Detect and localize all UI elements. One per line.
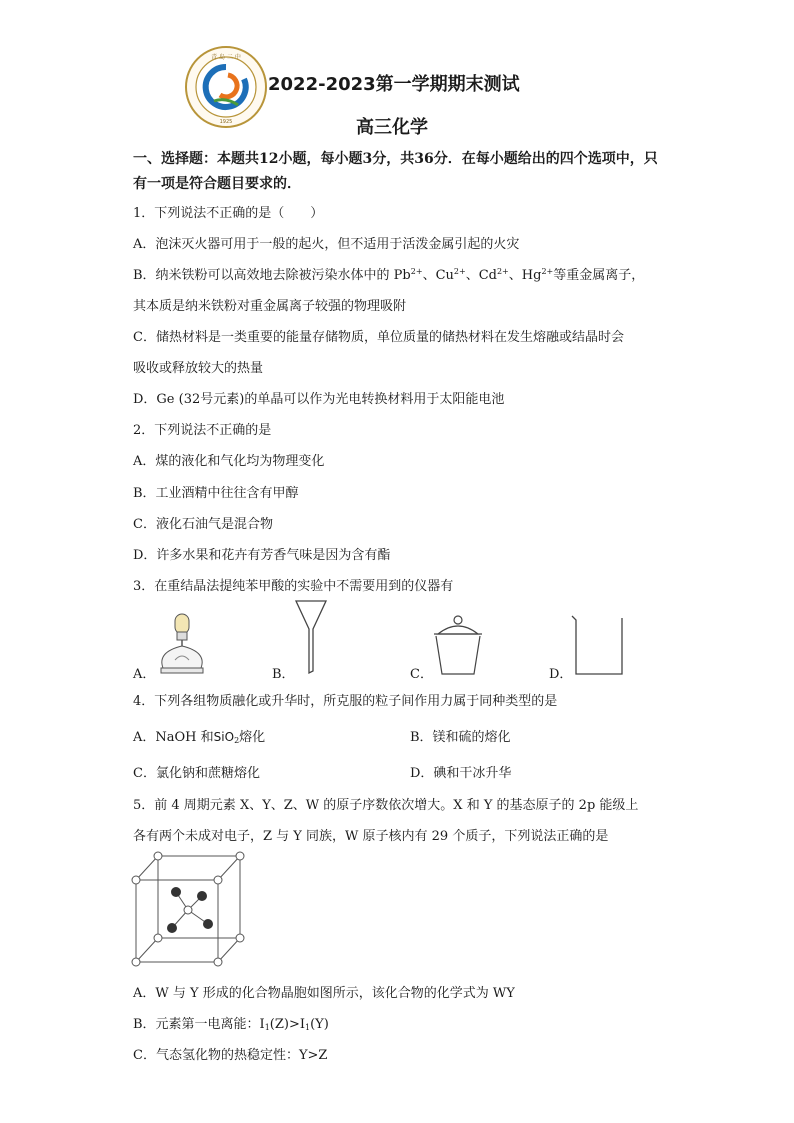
q5-option-a: A．W 与 Y 形成的化合物晶胞如图所示，该化合物的化学式为 WY [133,986,515,1001]
q5-option-c: C．气态氢化物的热稳定性：Y>Z [133,1048,328,1063]
q4-option-a: A．NaOH 和SiO$_2$熔化 [133,730,266,745]
q2-option-c: C．液化石油气是混合物 [133,517,273,532]
q1-option-c: C．储热材料是一类重要的能量存储物质，单位质量的储热材料在发生熔融或结晶时会 [133,330,624,345]
crystal-cell-diagram [128,848,248,972]
section-heading-line1: 一、选择题：本题共12小题，每小题3分，共36分．在每小题给出的四个选项中，只 [133,151,658,167]
q1-option-a: A．泡沫灭火器可用于一般的起火，但不适用于活泼金属引起的火灾 [133,237,520,252]
q3-option-d-label: D． [549,667,573,682]
svg-text:1925: 1925 [219,119,233,125]
q4-option-c: C．氯化钠和蔗糖熔化 [133,766,260,781]
q4-option-d: D．碘和干冰升华 [410,766,512,781]
q1-option-b-cont: 其本质是纳米铁粉对重金属离子较强的物理吸附 [133,299,407,314]
q1-stem: 1．下列说法不正确的是（ ） [133,206,324,221]
q3-stem: 3．在重结晶法提纯苯甲酸的实验中不需要用到的仪器有 [133,579,454,594]
q2-stem: 2．下列说法不正确的是 [133,423,272,438]
q3-option-b-label: B． [272,667,295,682]
q1-option-b: B．纳米铁粉可以高效地去除被污染水体中的 $Pb^{2+}$、$Cu^{2+}$、$Cd^{2+}$、$Hg^{2+}$等重金属离子， [133,267,645,283]
q2-option-b: B．工业酒精中往往含有甲醇 [133,486,299,501]
q2-option-d: D．许多水果和花卉有芳香气味是因为含有酯 [133,548,391,563]
q1-option-c-cont: 吸收或释放较大的热量 [133,361,264,376]
section-heading-line2: 有一项是符合题目要求的． [133,176,301,192]
q5-option-b: B．元素第一电离能：$I_1(Z)>I_1(Y)$ [133,1017,329,1032]
page-title: 2022-2023第一学期期末测试 [268,74,520,95]
q2-option-a: A．煤的液化和气化均为物理变化 [133,454,325,469]
crucible-icon [430,614,486,678]
beaker-icon [570,614,628,678]
alcohol-lamp-icon [155,612,211,678]
q4-stem: 4．下列各组物质融化或升华时，所克服的粒子间作用力属于同种类型的是 [133,694,558,709]
q3-option-c-label: C． [410,667,433,682]
q1-option-d: D．Ge (32号元素)的单晶可以作为光电转换材料用于太阳能电池 [133,392,505,407]
funnel-icon [294,599,328,675]
q5-stem-line1: 5．前 4 周期元素 X、Y、Z、W 的原子序数依次增大。X 和 Y 的基态原子的 2p 能级上 [133,798,639,813]
page-subtitle: 高三化学 [356,117,428,138]
q3-option-a-label: A． [133,667,156,682]
svg-text:青 岛 二 中: 青 岛 二 中 [211,54,241,61]
q4-option-b: B．镁和硫的熔化 [410,730,511,745]
q5-stem-line2: 各有两个未成对电子，Z 与 Y 同族，W 原子核内有 29 个质子，下列说法正确的是 [133,829,609,844]
school-logo [184,45,268,129]
